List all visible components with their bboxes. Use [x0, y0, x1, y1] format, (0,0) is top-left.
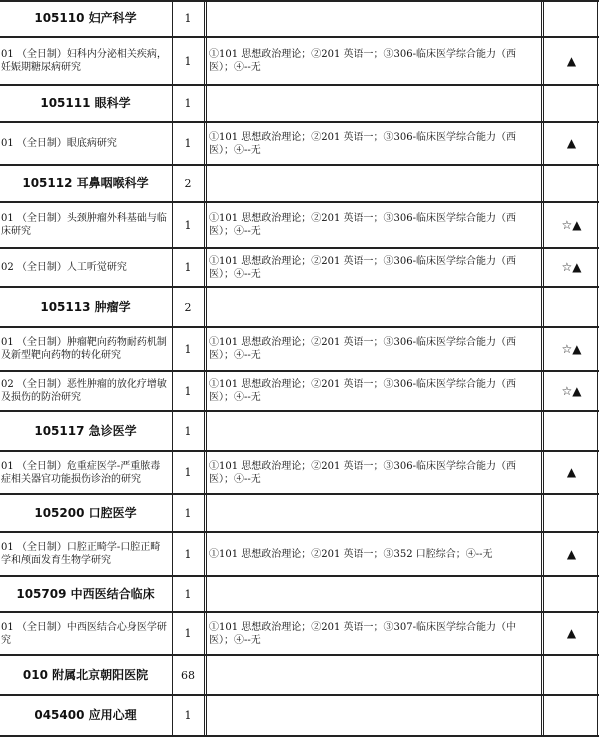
enrollment-count: 1	[184, 627, 192, 640]
remark-mark	[544, 495, 599, 531]
remark-mark: ☆▲	[561, 217, 582, 232]
remark-mark: ☆▲	[561, 383, 582, 398]
table-row	[0, 495, 599, 533]
remark-mark	[544, 696, 599, 735]
research-direction: 01 （全日制）危重症医学-严重脓毒症相关器官功能损伤诊治的研究	[1, 460, 161, 485]
table-row	[0, 372, 599, 412]
table-row	[0, 696, 599, 737]
remark-mark: ☆▲	[561, 260, 582, 274]
enrollment-count: 2	[184, 177, 192, 190]
table-row	[0, 0, 599, 38]
exam-subjects: ①101 思想政治理论；②201 英语一；③306-临床医学综合能力（西医）；④--无	[209, 460, 516, 485]
exam-subjects: ①101 思想政治理论；②201 英语一；③306-临床医学综合能力（西医）；④--无	[209, 337, 516, 361]
remark-mark	[544, 288, 599, 326]
enrollment-count: 1	[184, 587, 192, 601]
enrollment-count: 1	[184, 137, 192, 150]
remark-mark: ▲	[566, 546, 577, 561]
remark-mark	[544, 412, 599, 450]
column-divider	[543, 0, 544, 737]
table-row	[0, 123, 599, 166]
exam-subjects: ①101 思想政治理论；②201 英语一；③306-临床医学综合能力（西医）；④--无	[209, 255, 516, 280]
enrollment-count: 1	[184, 218, 192, 232]
research-direction: 02 （全日制）人工听觉研究	[1, 262, 127, 273]
remark-mark	[544, 656, 599, 694]
program-name: 105113 肿瘤学	[40, 299, 131, 314]
exam-subjects	[207, 166, 541, 201]
table-row	[0, 288, 599, 328]
exam-subjects: ①101 思想政治理论；②201 英语一；③306-临床医学综合能力（西医）；④--无	[209, 131, 516, 156]
remark-mark: ▲	[566, 136, 577, 150]
research-direction: 02 （全日制）恶性肿瘤的放化疗增敏及损伤的防治研究	[1, 379, 167, 403]
exam-subjects	[207, 0, 541, 36]
table-row	[0, 533, 599, 577]
remark-mark: ▲	[566, 465, 577, 479]
program-name: 105709 中西医结合临床	[16, 586, 155, 601]
remark-mark	[544, 0, 599, 36]
exam-subjects	[207, 288, 541, 326]
table-right-border	[597, 0, 598, 737]
exam-subjects	[207, 86, 541, 121]
column-divider	[172, 0, 173, 737]
program-name: 105117 急诊医学	[34, 423, 137, 438]
exam-subjects	[207, 696, 541, 735]
research-direction: 01 （全日制）肿瘤靶向药物耐药机制及新型靶向药物的转化研究	[1, 337, 167, 361]
enrollment-count: 1	[184, 384, 192, 398]
remark-mark	[544, 86, 599, 121]
enrollment-count: 1	[184, 342, 192, 356]
enrollment-count: 1	[184, 709, 192, 722]
exam-subjects	[207, 412, 541, 450]
enrollment-count: 2	[184, 300, 192, 314]
enrollment-count: 1	[184, 424, 192, 438]
research-direction: 01 （全日制）口腔正畸学-口腔正畸学和颅面发育生物学研究	[1, 542, 161, 566]
exam-subjects: ①101 思想政治理论；②201 英语一；③307-临床医学综合能力（中医）；④--无	[209, 621, 516, 646]
remark-mark	[544, 166, 599, 201]
column-divider	[206, 0, 207, 737]
exam-subjects	[207, 577, 541, 611]
table-row	[0, 86, 599, 123]
program-name: 105110 妇产科学	[34, 10, 137, 25]
table-row	[0, 656, 599, 696]
program-name: 045400 应用心理	[34, 708, 137, 722]
exam-subjects: ①101 思想政治理论；②201 英语一；③352 口腔综合；④--无	[209, 548, 493, 560]
table-row	[0, 412, 599, 452]
exam-subjects	[207, 656, 541, 694]
table-row	[0, 328, 599, 372]
table-row	[0, 577, 599, 613]
table-row	[0, 166, 599, 203]
table-row	[0, 249, 599, 288]
research-direction: 01 （全日制）头颈肿瘤外科基础与临床研究	[1, 213, 167, 237]
enrollment-count: 1	[184, 54, 192, 68]
program-name: 105111 眼科学	[40, 96, 131, 110]
remark-mark: ▲	[566, 626, 577, 640]
enrollment-count: 1	[184, 11, 192, 25]
table-row	[0, 38, 599, 86]
remark-mark: ▲	[566, 53, 577, 68]
enrollment-count: 1	[184, 466, 192, 479]
research-direction: 01 （全日制）中西医结合心身医学研究	[1, 621, 167, 646]
exam-subjects	[207, 495, 541, 531]
enrollment-count: 1	[184, 261, 192, 274]
program-name: 105200 口腔医学	[34, 505, 137, 520]
program-name: 105112 耳鼻咽喉科学	[22, 176, 149, 190]
exam-subjects: ①101 思想政治理论；②201 英语一；③306-临床医学综合能力（西医）；④--无	[209, 49, 516, 73]
program-name: 010 附属北京朝阳医院	[22, 667, 149, 682]
exam-subjects: ①101 思想政治理论；②201 英语一；③306-临床医学综合能力（西医）；④--无	[209, 379, 516, 403]
enrollment-count: 1	[184, 506, 192, 520]
column-divider	[204, 0, 205, 737]
enrollment-count: 1	[184, 547, 192, 561]
table-row	[0, 203, 599, 249]
table-row	[0, 613, 599, 656]
research-direction: 01 （全日制）眼底病研究	[1, 138, 117, 149]
column-divider	[541, 0, 542, 737]
enrollment-count: 1	[184, 97, 192, 110]
table-row	[0, 452, 599, 495]
remark-mark	[544, 577, 599, 611]
enrollment-count: 68	[181, 668, 195, 682]
exam-subjects: ①101 思想政治理论；②201 英语一；③306-临床医学综合能力（西医）；④--无	[209, 213, 516, 237]
research-direction: 01 （全日制）妇科内分泌相关疾病，妊娠期糖尿病研究	[1, 49, 167, 73]
remark-mark: ☆▲	[561, 341, 582, 356]
